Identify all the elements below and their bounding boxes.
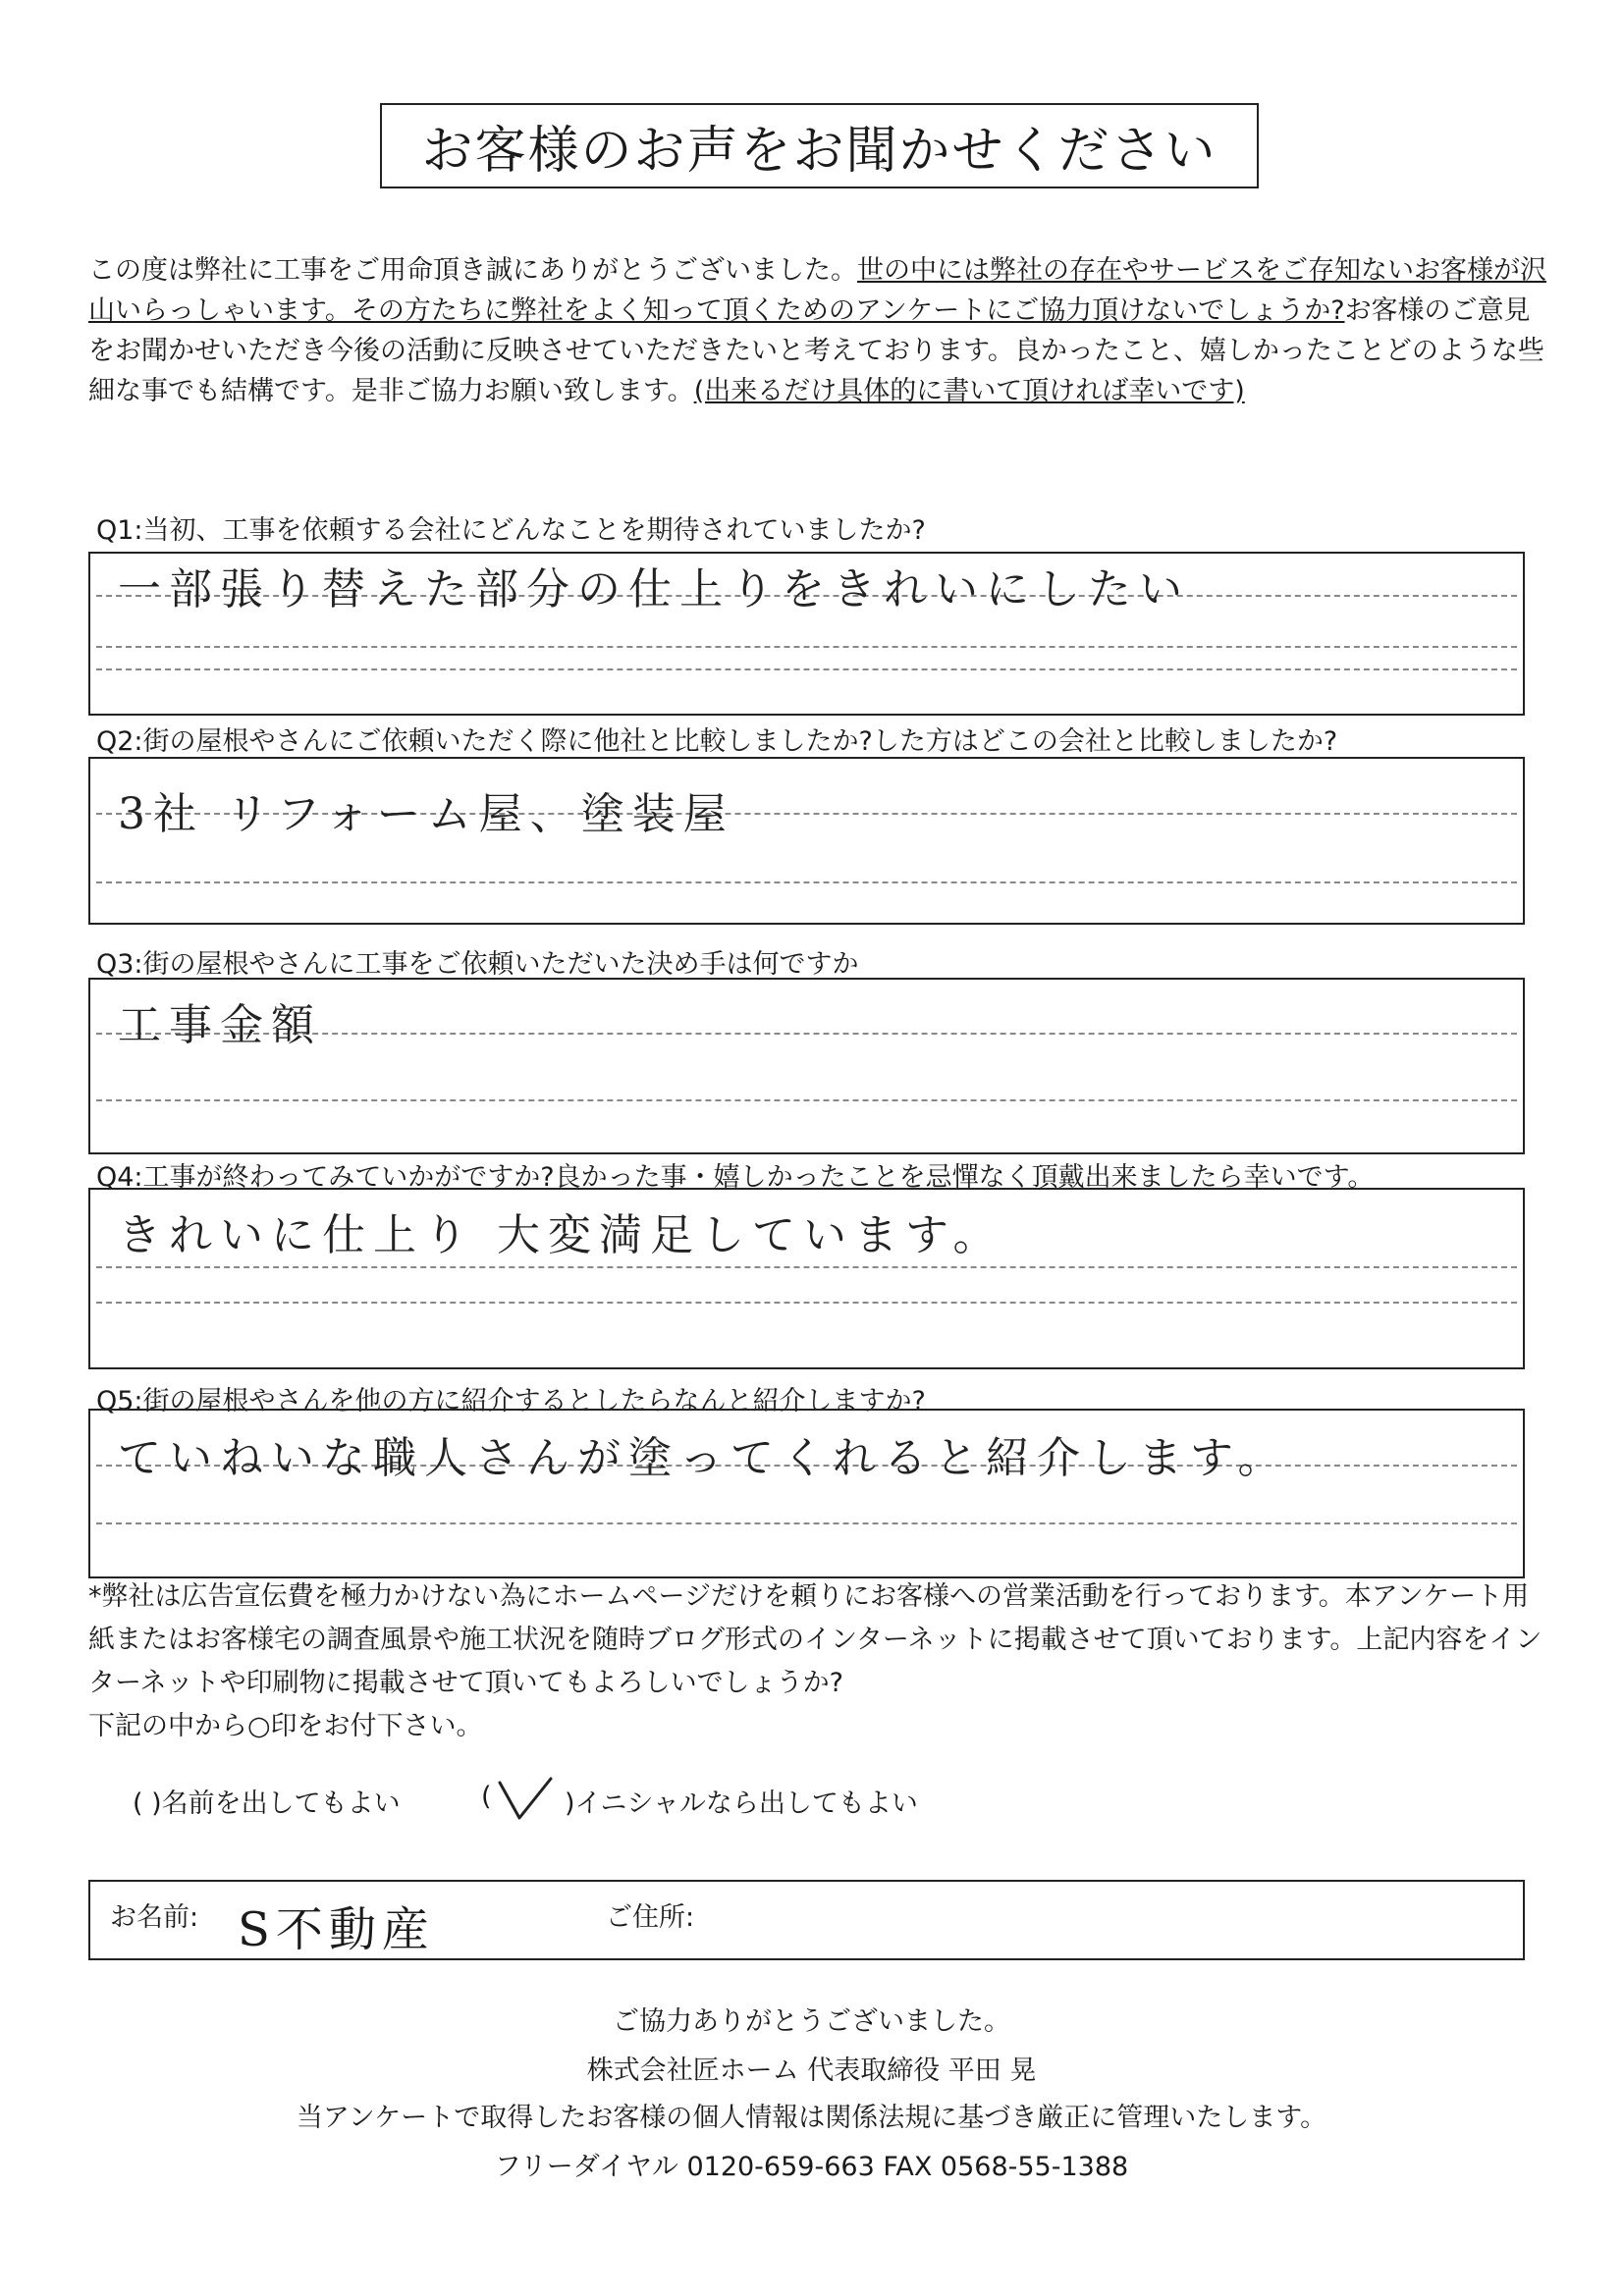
footer-thanks: ご協力ありがとうございました。 [613,2006,1010,2037]
question-4-label: Q4:工事が終わってみていかがですか?良かった事・嬉しかったことを忌憚なく頂戴出来ましたら幸いです。 [96,1162,1375,1193]
intro-part1: この度は弊社に工事をご用命頂き誠にありがとうございました。 [88,255,857,286]
question-3-label: Q3:街の屋根やさんに工事をご依頼いただいた決め手は何ですか [96,949,859,980]
question-1-answer-box[interactable] [88,552,1525,716]
answer-line [96,668,1517,670]
name-field[interactable]: S不動産 [238,1902,435,1957]
intro-part4: (出来るだけ具体的に書いて頂ければ幸いです) [693,376,1245,406]
answer-line [96,1522,1517,1524]
answer-line [96,881,1517,883]
publication-notice [88,1575,1551,1748]
name-address-box [88,1880,1525,1960]
footer-contact: フリーダイヤル 0120-659-663 FAX 0568-55-1388 [494,2152,1129,2182]
address-label: ご住所: [606,1902,695,1933]
question-3-answer: 工事金額 [118,1000,322,1050]
question-1-label: Q1:当初、工事を依頼する会社にどんなことを期待されていましたか? [96,515,926,546]
notice-text: *弊社は広告宣伝費を極力かけない為にホームページだけを頼りにお客様への営業活動を行っております。本アンケート用紙またはお客様宅の調査風景や施工状況を随時ブログ形式のインターネットに掲載させて頂いております。上記内容をインターネットや印刷物に掲載させて頂いてもよろしいでしょうか? [88,1581,1542,1698]
answer-line [96,1099,1517,1101]
answer-line [96,1266,1517,1268]
question-5-answer-box[interactable] [88,1409,1525,1578]
footer-privacy: 当アンケートで取得したお客様の個人情報は関係法規に基づき厳正に管理いたします。 [296,2103,1327,2133]
question-4-answer: きれいに仕上り 大変満足しています。 [118,1210,1004,1260]
answer-line [96,646,1517,648]
question-5-answer: ていねいな職人さんが塗ってくれると紹介します。 [118,1433,1289,1483]
question-3-answer-box[interactable] [88,978,1525,1154]
notice-instruction: 下記の中から○印をお付下さい。 [88,1711,483,1741]
question-1-answer: 一部張り替えた部分の仕上りをきれいにしたい [118,564,1190,614]
question-2-answer-box[interactable] [88,757,1525,925]
address-field[interactable] [719,1896,1504,1935]
intro-part2: 世の中には弊社の存在やサービスをご存知ないお客様が沢山いらっしゃいます。その方たちに弊社をよく知って頂くためのアンケートにご協力頂けないでしょうか? [88,255,1546,326]
footer-company: 株式会社匠ホーム 代表取締役 平田 晃 [586,2056,1037,2086]
page-title: お客様のお声をお聞かせください [380,103,1259,188]
consent-option-initials-open: ( [481,1782,492,1812]
name-label: お名前: [110,1902,199,1933]
question-2-answer: 3社 リフォーム屋、塗装屋 [118,789,734,839]
consent-option-name[interactable]: ( )名前を出してもよい [133,1789,401,1819]
intro-text [88,250,1551,411]
question-4-answer-box[interactable] [88,1188,1525,1369]
check-mark-icon[interactable] [496,1775,555,1824]
intro-part3: お客様のご意見をお聞かせいただき今後の活動に反映させていただきたいと考えております。良かったこと、嬉しかったことどのような些細な事でも結構です。是非ご協力お願い致します。 [88,295,1544,406]
question-5-label: Q5:街の屋根やさんを他の方に紹介するとしたらなんと紹介しますか? [96,1386,926,1416]
consent-option-initials[interactable]: )イニシャルなら出してもよい [565,1789,918,1819]
answer-line [96,1302,1517,1304]
question-2-label: Q2:街の屋根やさんにご依頼いただく際に他社と比較しましたか?した方はどこの会社と比較しましたか? [96,726,1338,757]
